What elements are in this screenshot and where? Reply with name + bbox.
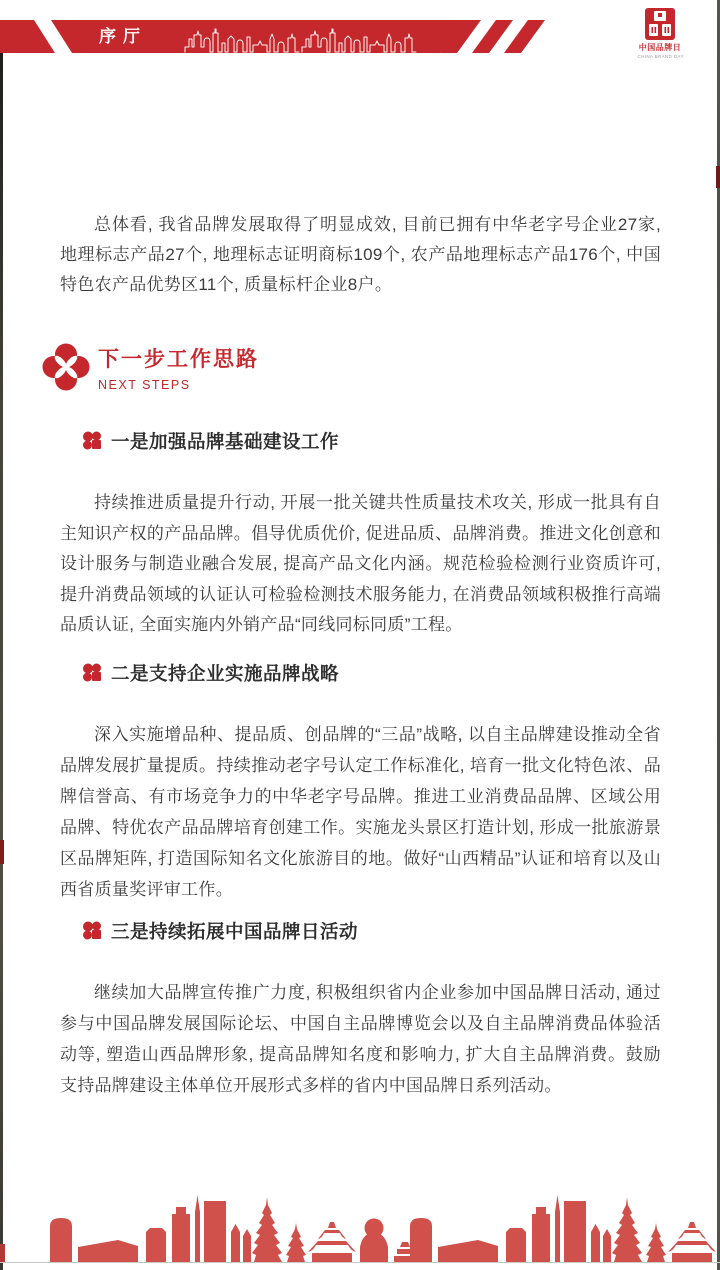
- seal-icon: [82, 663, 102, 683]
- subsection-heading-3: [82, 918, 358, 944]
- section-title-en: NEXT STEPS: [98, 378, 191, 392]
- subsection-body-2: 深入实施增品种、提品质、创品牌的“三品”战略, 以自主品牌建设推动全省品牌发展扩量提质。持续推动老字号认定工作标准化, 培育一批文化特色浓、品牌信誉高、有市场竞争力的中华老字号品牌。推进工业消费品品牌、区域公用品牌、特优农产品品牌培育创建工作。实施龙头景区打造计划, 形成一批旅游景区品牌矩阵, 打造国际知名文化旅游目的地。做好“山西精品”认证和培育以及山西省质量奖评审工作。: [60, 725, 661, 899]
- logo-title: 中国品牌日: [638, 43, 682, 52]
- city-skyline-silhouette: [0, 1192, 720, 1262]
- subsection-heading-1: [82, 428, 339, 454]
- page-bottom-edge: [0, 1262, 720, 1263]
- brand-seal-icon: [645, 8, 675, 40]
- subsection-heading-text: 一是加强品牌基础建设工作: [111, 431, 340, 452]
- city-skyline-outline-icon: [184, 26, 418, 53]
- china-brand-day-logo: [635, 8, 685, 60]
- seal-icon: [82, 431, 102, 451]
- subsection-heading-text: 三是持续拓展中国品牌日活动: [111, 921, 359, 942]
- seal-icon: [82, 921, 102, 941]
- page-edge-mark: [716, 166, 720, 188]
- flower-icon: [40, 341, 92, 393]
- subsection-heading-2: [82, 660, 339, 686]
- next-steps-section-header: [40, 341, 259, 393]
- banner-label: 序厅: [99, 27, 147, 46]
- section-title-cn: 下一步工作思路: [98, 347, 259, 371]
- page-edge-mark: [0, 840, 4, 864]
- subsection-heading-text: 二是支持企业实施品牌战略: [111, 663, 340, 684]
- page-edge-left: [0, 38, 3, 1270]
- subsection-body-1: 持续推进质量提升行动, 开展一批关键共性质量技术攻关, 形成一批具有自主知识产权的产品品牌。倡导优质优价, 促进品质、品牌消费。推进文化创意和设计服务与制造业融合发展, 提高产品文化内涵。规范检验检测行业资质许可, 提升消费品领域的认证认可检验检测技术服务能力, 在消费品领域积极推行高端品质认证, 全面实施内外销产品“同线同标同质”工程。: [60, 493, 661, 634]
- banner-stripe: [504, 20, 545, 53]
- intro-paragraph: 总体看, 我省品牌发展取得了明显成效, 目前已拥有中华老字号企业27家, 地理标志产品27个, 地理标志证明商标109个, 农产品地理标志产品176个, 中国特色农产品优势区11个, 质量标杆企业8户。: [60, 215, 661, 294]
- logo-subtitle: CHINA BRAND DAY: [637, 54, 684, 60]
- subsection-body-3: 继续加大品牌宣传推广力度, 积极组织省内企业参加中国品牌日活动, 通过参与中国品牌发展国际论坛、中国自主品牌博览会以及自主品牌消费品体验活动等, 塑造山西品牌形象, 提高品牌知名度和影响力, 扩大自主品牌消费。鼓励支持品牌建设主体单位开展形式多样的省内中国品牌日系列活动。: [60, 983, 661, 1095]
